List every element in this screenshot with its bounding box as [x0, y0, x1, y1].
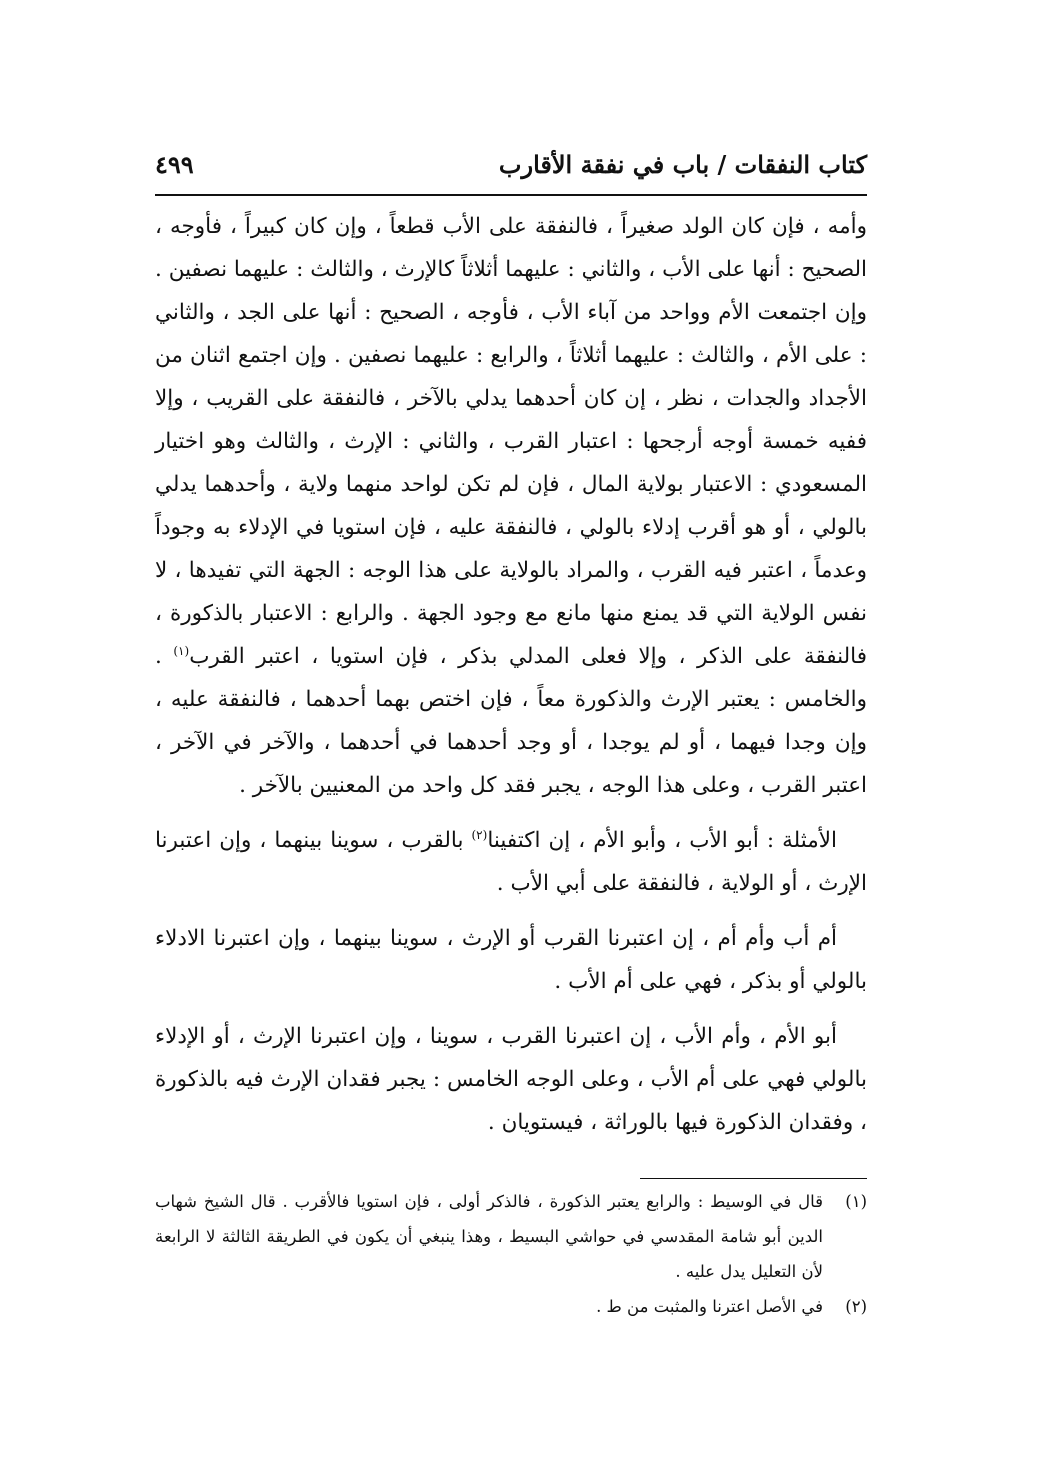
footnotes: [155, 1184, 867, 1324]
paragraph-examples-2: أم أب وأم أم ، إن اعتبرنا القرب أو الإرث ، سوينا بينهما ، وإن اعتبرنا الادلاء بالولي أو بذكر ، فهي على أم الأب .: [155, 926, 867, 994]
page-number: ٤٩٩: [155, 150, 194, 179]
paragraph-1: [155, 205, 867, 807]
main-text: [155, 205, 867, 1144]
paragraph-examples-1: [155, 819, 867, 905]
footnote-1-number: (١): [845, 1192, 867, 1211]
paragraph-1-text-b: . والخامس : يعتبر الإرث والذكورة معاً ، فإن اختص بهما أحدهما ، فالنفقة عليه ، وإن وجدا فيهما ، أو لم يوجدا ، أو وجد أحدهما في أحدهما ، والآخر في الآخر ، اعتبر القرب ، وعلى هذا الوجه ، يجبر فقد كل واحد من المعنيين بالآخر .: [155, 644, 867, 798]
footnote-1-text: قال في الوسيط : والرابع يعتبر الذكورة ، فالذكر أولى ، فإن استويا فالأقرب . قال الشيخ شهاب الدين أبو شامة المقدسي في حواشي البسيط ، وهذا ينبغي أن يكون في الطريقة الثالثة لا الرابعة لأن التعليل يدل عليه .: [155, 1192, 823, 1281]
footnote-2-text: في الأصل اعترنا والمثبت من ط .: [596, 1297, 823, 1316]
paragraph-2-text-a: الأمثلة : أبو الأب ، وأبو الأم ، إن اكتفينا: [487, 828, 837, 853]
footnote-divider: [640, 1178, 867, 1179]
footnote-ref-1: (١): [173, 643, 190, 658]
footnote-ref-2: (٢): [471, 827, 488, 842]
paragraph-2-text-b: بالقرب ، سوينا بينهما ، وإن اعتبرنا الإرث ، أو الولاية ، فالنفقة على أبي الأب .: [155, 828, 867, 896]
paragraph-examples-3: أبو الأم ، وأم الأب ، إن اعتبرنا القرب ، سوينا ، وإن اعتبرنا الإرث ، أو الإدلاء بالولي فهي على أم الأب ، وعلى الوجه الخامس : يجبر فقدان الإرث فيه بالذكورة ، وفقدان الذكورة فيها بالوراثة ، فيستويان .: [155, 1024, 867, 1135]
running-header: [155, 150, 867, 194]
footnote-2-number: (٢): [845, 1297, 867, 1316]
chapter-title: كتاب النفقات / باب في نفقة الأقارب: [498, 150, 867, 179]
paragraph-1-text-a: وأمه ، فإن كان الولد صغيراً ، فالنفقة على الأب قطعاً ، وإن كان كبيراً ، فأوجه ، الصحيح : أنها على الأب ، والثاني : عليهما أثلاثاً كالإرث ، والثالث : عليهما نصفين . وإن اجتمعت الأم وواحد من آباء الأب ، فأوجه ، الصحيح : أنها على الجد ، والثاني : على الأم ، والثالث : عليهما أثلاثاً ، والرابع : عليهما نصفين . وإن اجتمع اثنان من الأجداد والجدات ، نظر ، إن كان أحدهما يدلي بالآخر ، فالنفقة على القريب ، وإلا ففيه خمسة أوجه أرجحها : اعتبار القرب ، والثاني : الإرث ، والثالث وهو اختيار المسعودي : الاعتبار بولاية المال ، فإن لم تكن لواحد منهما ولاية ، وأحدهما يدلي بالولي ، أو هو أقرب إدلاء بالولي ، فالنفقة عليه ، فإن استويا في الإدلاء به وجوداً وعدماً ، اعتبر فيه القرب ، والمراد بالولاية على هذا الوجه : الجهة التي تفيدها ، لا نفس الولاية التي قد يمنع منها مانع مع وجود الجهة . والرابع : الاعتبار بالذكورة ، فالنفقة على الذكر ، وإلا فعلى المدلي بذكر ، فإن استويا ، اعتبر القرب: [155, 214, 867, 669]
footnote-1: [155, 1184, 867, 1289]
header-divider: [155, 194, 867, 196]
footnote-2: [155, 1289, 867, 1324]
